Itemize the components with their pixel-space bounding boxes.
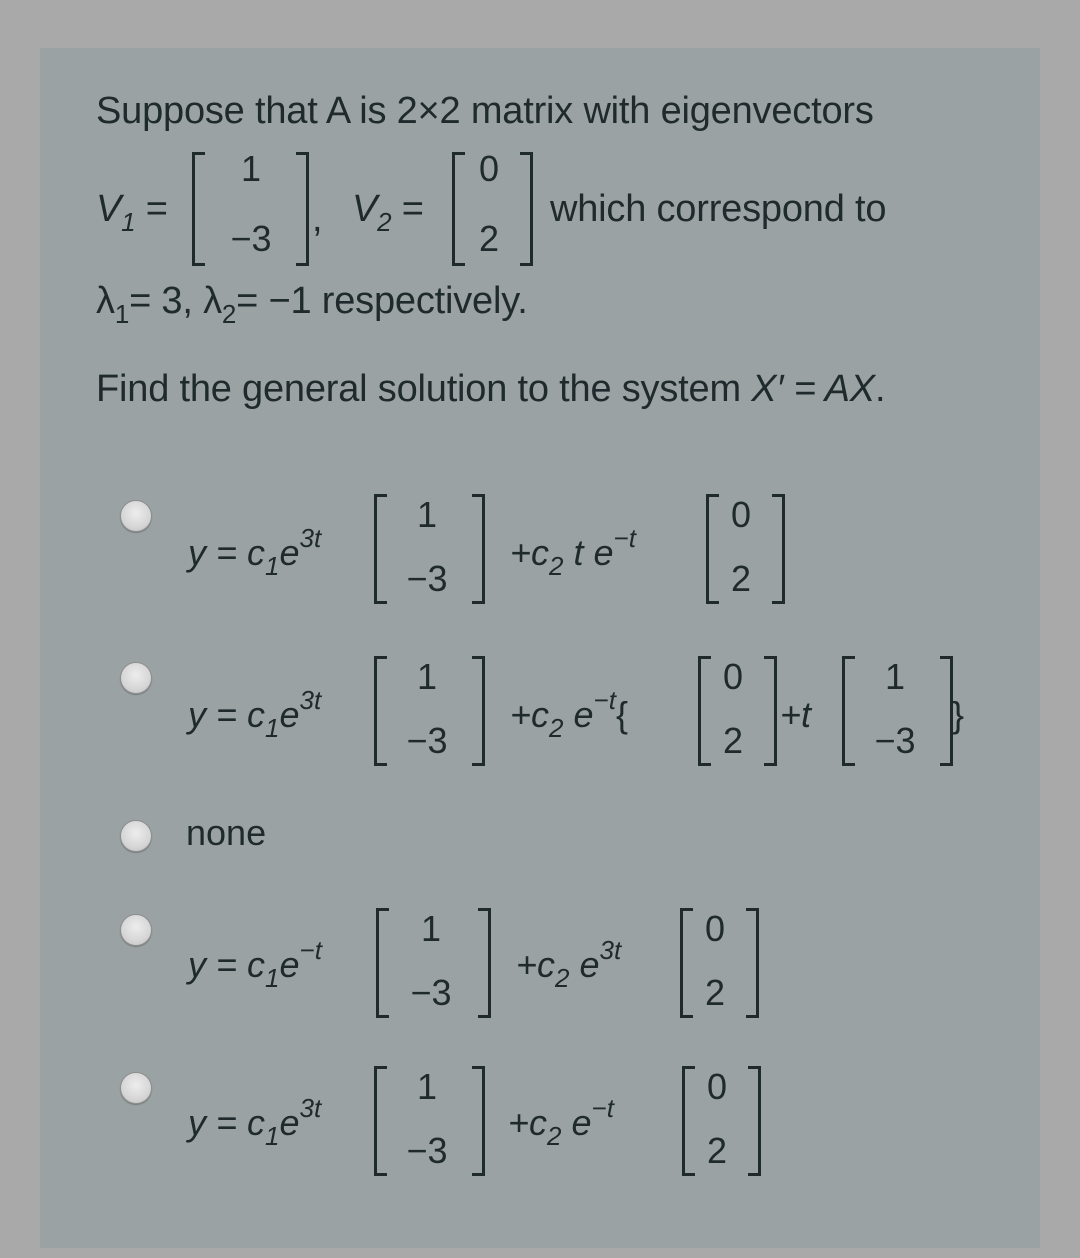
comma: , xyxy=(312,198,323,240)
v1-label: $V_1$ = xyxy=(96,188,168,237)
option-1-lead: $y = c_1e^{3t}$ xyxy=(188,523,322,581)
option-2-plus-t: +t xyxy=(780,694,812,735)
option-4-m1-bottom: −3 xyxy=(410,972,452,1013)
option-5-m1-top: 1 xyxy=(416,1066,438,1107)
correspond-text: which correspond to xyxy=(550,188,887,230)
option-1-m1-left xyxy=(374,494,387,604)
option-2-m1-right xyxy=(472,656,485,766)
option-2-brace-close: } xyxy=(952,694,965,735)
option-4-mid: $+c_2$ $e^{3t}$ xyxy=(516,935,622,993)
option-4-m2-bottom: 2 xyxy=(704,972,726,1013)
option-3-radio[interactable] xyxy=(120,820,152,852)
option-5-m1-right xyxy=(472,1066,485,1176)
option-5-m1-left xyxy=(374,1066,387,1176)
v2-bottom: 2 xyxy=(478,218,500,259)
option-3-text: none xyxy=(186,812,267,853)
option-5-m1-bottom: −3 xyxy=(406,1130,448,1171)
option-1-m2-right xyxy=(772,494,785,604)
option-4-m2-top: 0 xyxy=(704,908,726,949)
question-intro: Suppose that A is 2×2 matrix with eigenvectors xyxy=(96,90,874,132)
option-2-m2-top: 0 xyxy=(722,656,744,697)
option-1-m2-bottom: 2 xyxy=(730,558,752,599)
option-2-mid: $+c_2$ $e^{-t}${ xyxy=(510,685,628,743)
v1-bracket-right xyxy=(296,152,309,266)
option-2-m1-bottom: −3 xyxy=(406,720,448,761)
option-5-m2-top: 0 xyxy=(706,1066,728,1107)
option-4-m1-top: 1 xyxy=(420,908,442,949)
option-5-radio[interactable] xyxy=(120,1072,152,1104)
option-2-lead: $y = c_1e^{3t}$ xyxy=(188,685,322,743)
v2-bracket-right xyxy=(520,152,533,266)
v2-top: 0 xyxy=(478,148,500,189)
option-4-lead: $y = c_1e^{-t}$ xyxy=(188,935,322,993)
eigenvalues-line: $\lambda_1= 3$, $\lambda_2= -1$ respectively. xyxy=(96,280,528,329)
v2-label: $V_2$ = xyxy=(352,188,424,237)
option-1-mid: $+c_2$ t $e^{-t}$ xyxy=(510,523,636,581)
question-prompt: Find the general solution to the system X′ = AX. xyxy=(96,368,886,410)
option-2-m3-bottom: −3 xyxy=(874,720,916,761)
option-4-m1-left xyxy=(376,908,389,1018)
option-5-m2-bottom: 2 xyxy=(706,1130,728,1171)
option-4-radio[interactable] xyxy=(120,914,152,946)
option-2-m2-bottom: 2 xyxy=(722,720,744,761)
option-1-m1-top: 1 xyxy=(416,494,438,535)
option-4-m1-right xyxy=(478,908,491,1018)
option-2-m3-left xyxy=(842,656,855,766)
question-card xyxy=(40,48,1040,1248)
option-2-m1-left xyxy=(374,656,387,766)
option-4-m2-right xyxy=(746,908,759,1018)
option-2-m2-right xyxy=(764,656,777,766)
option-2-m1-top: 1 xyxy=(416,656,438,697)
option-2-radio[interactable] xyxy=(120,662,152,694)
option-1-m1-right xyxy=(472,494,485,604)
option-1-m1-bottom: −3 xyxy=(406,558,448,599)
option-1-radio[interactable] xyxy=(120,500,152,532)
v1-bottom: −3 xyxy=(230,218,272,259)
v1-top: 1 xyxy=(240,148,262,189)
option-5-m2-right xyxy=(748,1066,761,1176)
option-5-lead: $y = c_1e^{3t}$ xyxy=(188,1093,322,1151)
v1-bracket-left xyxy=(192,152,205,266)
option-1-m2-top: 0 xyxy=(730,494,752,535)
option-5-mid: $+c_2$ $e^{-t}$ xyxy=(508,1093,614,1151)
option-2-m3-top: 1 xyxy=(884,656,906,697)
